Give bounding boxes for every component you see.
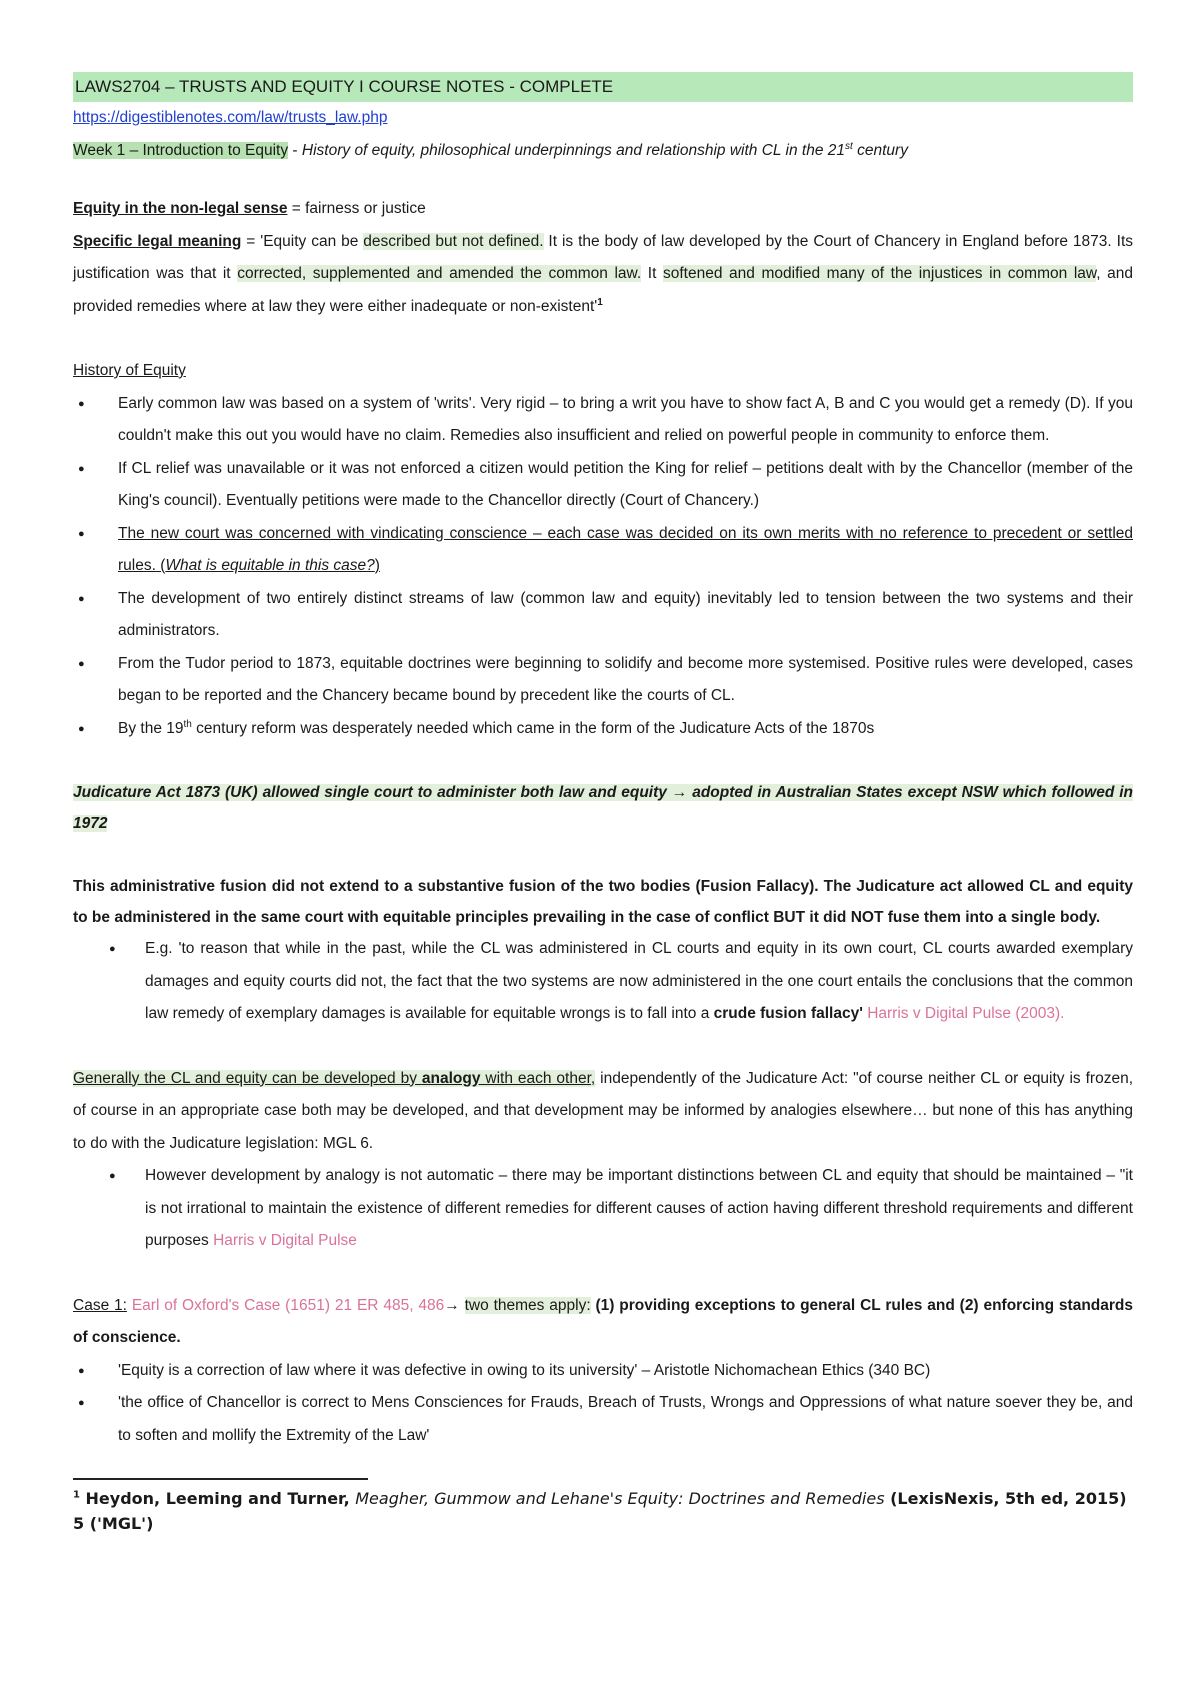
def-text: = 'Equity can be (241, 232, 364, 250)
week-desc-sup: st (845, 140, 853, 152)
week-heading (73, 135, 1133, 168)
fusion-fallacy-paragraph: This administrative fusion did not extend to a substantive fusion of the two bodies (Fusion Fallacy). The Judicature act allowed CL and equity to be administered in the same court with equitable principles prevailing in the case of conflict BUT it did NOT fuse them into a single body. (73, 878, 1133, 926)
list-item: ● 'the office of Chancellor is correct to Mens Consciences for Frauds, Breach of Trusts, Wrongs and Oppressions of what nature soever they be, and to soften and mollify the Extremity of the Law' (73, 1387, 1133, 1452)
week-desc-end: century (852, 141, 908, 159)
fusion-list (73, 933, 1133, 1031)
case-1-list (73, 1355, 1133, 1453)
analogy-text: with each other, (480, 1069, 596, 1087)
list-text: century reform was desperately needed which came in the form of the Judicature Acts of the 1870s (191, 719, 875, 737)
week-desc-part: History of equity, philosophical underpinnings and relationship with CL in the 21 (301, 141, 846, 159)
def-highlight: corrected, supplemented and amended the common law. (237, 265, 642, 282)
history-heading: History of Equity (73, 362, 186, 379)
list-italic: What is equitable in this case? (165, 557, 375, 574)
footnote-ref[interactable]: 1 (597, 296, 603, 308)
case-bold: (1) providing exceptions to general CL rules and (2) enforcing standards of conscience. (73, 1296, 1134, 1346)
list-item: ● The development of two entirely distinct streams of law (common law and equity) inevitably led to tension between the two systems and their administrators. (73, 583, 1133, 648)
arrow-right-icon: → (671, 784, 688, 801)
def-text: , and provided remedies where at law they were either inadequate or non-existent' (73, 265, 1133, 315)
list-text: By the 19 (118, 719, 184, 737)
list-text: However development by analogy is not automatic – there may be important distinctions between CL and equity that should be maintained – "it is not irrational to maintain the existence of different remedies for different causes of action having different threshold requirements and different purposes (145, 1167, 1133, 1249)
list-text: ) (374, 557, 380, 574)
judicature-act-note (73, 777, 1133, 839)
history-list (73, 388, 1133, 746)
analogy-paragraph (73, 1063, 1133, 1161)
footnote (73, 1486, 1133, 1536)
case-highlight: two themes apply: (464, 1296, 591, 1314)
analogy-text: independently of the Judicature Act: "of course neither CL or equity is frozen, of course in an appropriate case both may be developed, and that development may be informed by analogies elsewhere… but none of this has anything to do with the Judicature legislation: MGL 6. (73, 1069, 1134, 1152)
def-highlight: softened and modified many of the injustices in common law (663, 265, 1097, 282)
list-item (73, 933, 1133, 1031)
list-text: The new court was concerned with vindicating conscience – each case was decided on its own merits with no reference to precedent or settled rules. ( (118, 524, 1133, 574)
list-item: ● From the Tudor period to 1873, equitable doctrines were beginning to solidify and become more systemised. Positive rules were developed, cases began to be reported and the Chancery became bound by precedent like the courts of CL. (73, 648, 1133, 713)
document-title: LAWS2704 – TRUSTS AND EQUITY I COURSE NOTES - COMPLETE (73, 72, 1133, 102)
case-1-heading (73, 1290, 1133, 1355)
definition-non-legal (73, 193, 1133, 226)
def-text: It (641, 265, 663, 282)
def-text: = fairness or justice (287, 200, 426, 217)
footnote-title: Meagher, Gummow and Lehane's Equity: Doctrines and Remedies (355, 1489, 885, 1508)
list-item: ● Early common law was based on a system of 'writs'. Very rigid – to bring a writ you have to show fact A, B and C you would get a remedy (D). If you couldn't make this out you would have no claim. Remedies also insufficient and relied on powerful people in community to enforce them. (73, 388, 1133, 453)
def-text: It is the body of law developed by the Court of Chancery in England before 1873. Its justification was that it (73, 232, 1133, 282)
week-separator: - (288, 141, 302, 159)
case-label: Case 1: (73, 1296, 127, 1314)
case-citation: Harris v Digital Pulse (213, 1232, 357, 1249)
week-description (302, 142, 908, 159)
def-highlight: described but not defined. (363, 232, 544, 250)
analogy-text: Generally the CL and equity can be developed by (73, 1069, 422, 1087)
case-citation: Harris v Digital Pulse (2003). (862, 1005, 1065, 1022)
list-item (73, 713, 1133, 746)
arrow-right-icon: → (444, 1296, 460, 1314)
analogy-bold: analogy (421, 1069, 481, 1087)
definition-legal (73, 226, 1133, 324)
footnote-divider (73, 1478, 368, 1480)
list-bold: crude fusion fallacy' (713, 1005, 863, 1022)
list-text: E.g. 'to reason that while in the past, while the CL was administered in CL courts and equity in its own court, CL courts awarded exemplary damages and equity courts did not, the fact that the two systems are now administered in the one court entails the conclusions that the common law remedy of exemplary damages is available for equitable wrongs is to fall into a (145, 940, 1133, 1022)
underlined-text (118, 525, 1133, 575)
def-term: Specific legal meaning (73, 232, 242, 250)
list-item: ● If CL relief was unavailable or it was not enforced a citizen would petition the King for relief – petitions dealt with by the Chancellor (member of the King's council). Eventually petitions were made to the Chancellor directly (Court of Chancery.) (73, 453, 1133, 518)
footnote-text: (LexisNexis, 5th ed, 2015) 5 ('MGL') (73, 1489, 1127, 1533)
source-link[interactable]: https://digestiblenotes.com/law/trusts_law.php (73, 109, 388, 126)
list-item (73, 1160, 1133, 1258)
source-link-line (73, 102, 1133, 135)
list-item (73, 518, 1133, 583)
def-term: Equity in the non-legal sense (73, 200, 288, 217)
judicature-text: Judicature Act 1873 (UK) allowed single court to administer both law and equity (73, 784, 672, 801)
footnote-text: Heydon, Leeming and Turner, (79, 1489, 356, 1508)
analogy-list (73, 1160, 1133, 1258)
list-sup: th (183, 718, 192, 730)
list-item: ● 'Equity is a correction of law where it was defective in owing to its university' – Aristotle Nichomachean Ethics (340 BC) (73, 1355, 1133, 1388)
case-citation: Earl of Oxford's Case (1651) 21 ER 485, 486 (126, 1296, 445, 1314)
footnote-number: 1 (73, 1489, 80, 1501)
analogy-highlight (73, 1070, 595, 1087)
judicature-text: adopted in Australian States except NSW which followed in 1972 (73, 784, 1133, 832)
week-label: Week 1 – Introduction to Equity (73, 141, 289, 159)
